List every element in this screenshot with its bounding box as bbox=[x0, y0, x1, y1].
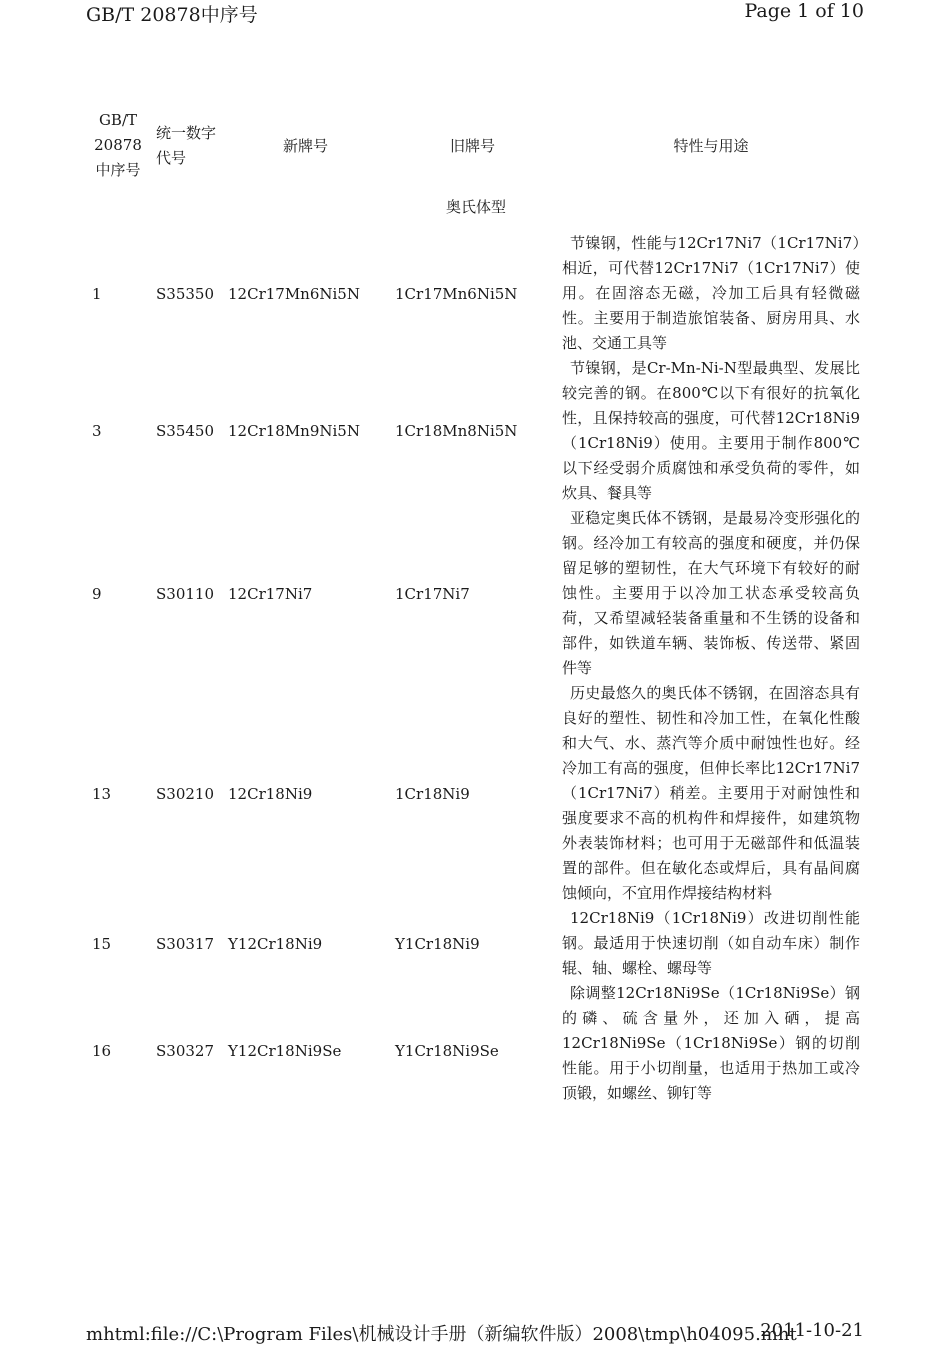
cell-usage: 历史最悠久的奥氏体不锈钢，在固溶态具有良好的塑性、韧性和冷加工性，在氧化性酸和大气、水、蒸汽等介质中耐蚀性也好。经冷加工有高的强度，但伸长率比12Cr17Ni7（1Cr17Ni7）稍差。主要用于对耐蚀性和强度要求不高的机构件和焊接件，如建筑物外表装饰材料；也可用于无磁部件和低温装置的部件。但在敏化态或焊后，具有晶间腐蚀倾向，不宜用作焊接结构材料 bbox=[562, 684, 860, 902]
cell-usage: 12Cr18Ni9（1Cr18Ni9）改进切削性能钢。最适用于快速切削（如自动车床）制作辊、轴、螺栓、螺母等 bbox=[562, 909, 860, 977]
cell-usage: 节镍钢，是Cr-Mn-Ni-N型最典型、发展比较完善的钢。在800℃以下有很好的抗氧化性，且保持较高的强度，可代替12Cr18Ni9（1Cr18Ni9）使用。主要用于制作800℃以下经受弱介质腐蚀和承受负荷的零件，如炊具、餐具等 bbox=[562, 359, 860, 502]
cell-old-grade: 1Cr18Mn8Ni5N bbox=[395, 422, 518, 440]
group-label: 奥氏体型 bbox=[445, 197, 506, 216]
cell-usage: 除调整12Cr18Ni9Se（1Cr18Ni9Se）钢的磷、硫含量外，还加入硒，提高12Cr18Ni9Se（1Cr18Ni9Se）钢的切削性能。用于小切削量，也适用于热加工或冷顶锻，如螺丝、铆钉等 bbox=[562, 984, 860, 1102]
page-footer-path: mhtml:file://C:\Program Files\机械设计手册（新编软件版）2008\tmp\h04095.mht bbox=[86, 1324, 797, 1345]
cell-old-grade: 1Cr17Mn6Ni5N bbox=[395, 284, 518, 303]
column-header-old-grade: 旧牌号 bbox=[449, 137, 495, 155]
column-header-usage: 特性与用途 bbox=[673, 137, 749, 155]
group-row bbox=[86, 183, 866, 231]
header-row bbox=[86, 108, 866, 183]
table-row bbox=[86, 231, 866, 356]
cell-old-grade: 1Cr18Ni9 bbox=[395, 784, 470, 803]
table-row bbox=[86, 906, 866, 981]
column-header-unified-code: 统一数字代号 bbox=[156, 123, 217, 167]
cell-sequence: 16 bbox=[92, 1041, 112, 1060]
cell-unified-code: S30110 bbox=[156, 584, 214, 603]
cell-new-grade: 12Cr17Ni7 bbox=[228, 584, 313, 603]
cell-sequence: 1 bbox=[92, 284, 102, 303]
cell-unified-code: S30327 bbox=[156, 1041, 214, 1060]
steel-grades-table bbox=[86, 108, 866, 1120]
cell-new-grade: Y12Cr18Ni9Se bbox=[228, 1041, 342, 1060]
table-header bbox=[86, 108, 866, 183]
cell-sequence: 3 bbox=[92, 422, 102, 440]
cell-unified-code: S35450 bbox=[156, 422, 214, 440]
cell-new-grade: Y12Cr18Ni9 bbox=[228, 934, 323, 953]
column-header-sequence: GB/T 20878中序号 bbox=[94, 111, 142, 179]
cell-usage: 亚稳定奥氏体不锈钢，是最易冷变形强化的钢。经冷加工有较高的强度和硬度，并仍保留足够的塑韧性，在大气环境下有较好的耐蚀性。主要用于以冷加工状态承受较高负荷，又希望减轻装备重量和不生锈的设备和部件，如铁道车辆、装饰板、传送带、紧固件等 bbox=[562, 509, 860, 677]
table-row bbox=[86, 356, 866, 506]
column-header-new-grade: 新牌号 bbox=[282, 137, 328, 155]
cell-unified-code: S35350 bbox=[156, 284, 214, 303]
cell-sequence: 15 bbox=[92, 934, 112, 953]
cell-new-grade: 12Cr17Mn6Ni5N bbox=[228, 284, 360, 303]
cell-usage: 节镍钢，性能与12Cr17Ni7（1Cr17Ni7）相近，可代替12Cr17Ni7（1Cr17Ni7）使用。在固溶态无磁，冷加工后具有轻微磁性。主要用于制造旅馆装备、厨房用具、水池、交通工具等 bbox=[562, 234, 860, 352]
table-body bbox=[86, 183, 866, 1120]
cell-unified-code: S30210 bbox=[156, 784, 214, 803]
table-row bbox=[86, 681, 866, 906]
table-row bbox=[86, 981, 866, 1120]
cell-new-grade: 12Cr18Mn9Ni5N bbox=[228, 422, 360, 440]
page-number: Page 1 of 10 bbox=[744, 0, 864, 22]
table-row bbox=[86, 506, 866, 681]
cell-old-grade: Y1Cr18Ni9 bbox=[395, 934, 480, 953]
cell-old-grade: 1Cr17Ni7 bbox=[395, 584, 470, 603]
cell-sequence: 13 bbox=[92, 784, 112, 803]
page-header-title: GB/T 20878中序号 bbox=[86, 4, 258, 26]
cell-old-grade: Y1Cr18Ni9Se bbox=[395, 1041, 499, 1060]
cell-unified-code: S30317 bbox=[156, 934, 214, 953]
cell-new-grade: 12Cr18Ni9 bbox=[228, 784, 313, 803]
cell-sequence: 9 bbox=[92, 584, 102, 603]
page-footer-date: 2011-10-21 bbox=[760, 1320, 864, 1341]
